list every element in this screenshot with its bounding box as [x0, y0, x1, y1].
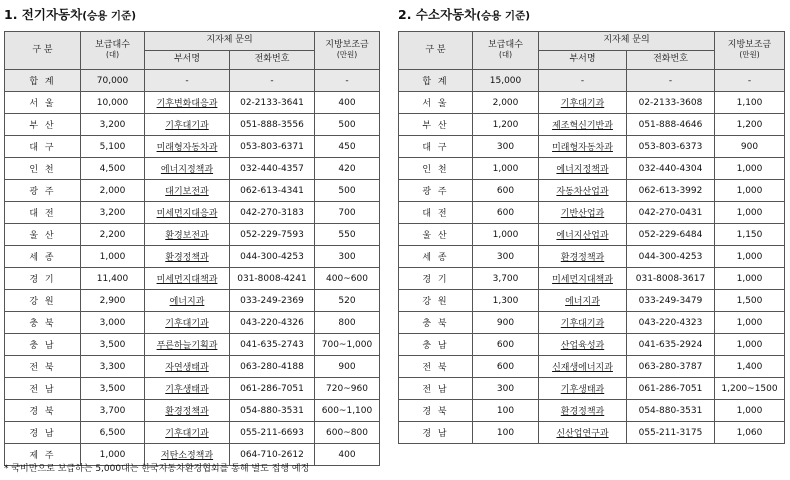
table-row — [399, 158, 785, 180]
cell-region: 부 산 — [399, 114, 473, 136]
dept-name: 자연생태과 — [165, 363, 209, 373]
cell-region: 경 남 — [399, 422, 473, 444]
cell-phone: 054-880-3531 — [627, 400, 715, 422]
dept-name: 미래형자동차과 — [552, 143, 613, 153]
cell-subsidy: 700~1,000 — [315, 334, 380, 356]
header-supply-label: 보급대수 — [488, 40, 523, 51]
dept-name: 환경정책과 — [560, 253, 605, 263]
dept-name: 에너지산업과 — [556, 231, 609, 241]
table-row — [5, 180, 380, 202]
cell-subsidy: 1,000 — [715, 180, 785, 202]
cell-phone: 041-635-2743 — [230, 334, 315, 356]
electric-vehicle-table — [4, 31, 380, 466]
table-row — [399, 334, 785, 356]
header-phone: 전화번호 — [230, 51, 315, 70]
cell-phone: 053-803-6371 — [230, 136, 315, 158]
cell-region: 합 계 — [399, 70, 473, 92]
cell-dept — [145, 290, 230, 312]
cell-subsidy: 1,000 — [715, 334, 785, 356]
cell-dept — [145, 356, 230, 378]
cell-supply: 600 — [473, 202, 539, 224]
cell-dept — [539, 290, 627, 312]
table-row — [399, 378, 785, 400]
dept-name: 환경정책과 — [165, 407, 209, 417]
cell-supply: 1,000 — [81, 246, 145, 268]
cell-region: 인 천 — [399, 158, 473, 180]
table-row — [5, 378, 380, 400]
cell-dept — [539, 268, 627, 290]
table-row — [5, 202, 380, 224]
cell-supply: 1,000 — [473, 158, 539, 180]
cell-supply: 3,200 — [81, 114, 145, 136]
cell-region: 전 북 — [5, 356, 81, 378]
cell-phone: 041-635-2924 — [627, 334, 715, 356]
dept-name: 기후생태과 — [560, 385, 605, 395]
cell-phone: 053-803-6373 — [627, 136, 715, 158]
cell-supply: 6,500 — [81, 422, 145, 444]
cell-region: 경 북 — [5, 400, 81, 422]
cell-subsidy: 1,000 — [715, 246, 785, 268]
cell-subsidy: 720~960 — [315, 378, 380, 400]
cell-region: 경 기 — [5, 268, 81, 290]
cell-phone: 032-440-4357 — [230, 158, 315, 180]
cell-dept — [145, 312, 230, 334]
cell-dept — [539, 422, 627, 444]
cell-phone: 051-888-4646 — [627, 114, 715, 136]
dept-name: 환경정책과 — [165, 253, 209, 263]
cell-supply: 600 — [473, 356, 539, 378]
table-row — [5, 312, 380, 334]
table-row — [399, 114, 785, 136]
cell-dept — [145, 400, 230, 422]
electric-subtitle: (승용 기준) — [82, 10, 137, 22]
dept-name: 미세먼지대책과 — [156, 275, 218, 285]
cell-subsidy: 600~1,100 — [315, 400, 380, 422]
header-phone: 전화번호 — [627, 51, 715, 70]
header-supply-unit: (대) — [498, 50, 513, 60]
header-inquiry: 지자체 문의 — [539, 32, 715, 51]
cell-phone: 063-280-4188 — [230, 356, 315, 378]
dept-name: 기후대기과 — [165, 319, 209, 329]
header-subsidy — [315, 32, 380, 70]
cell-subsidy: 900 — [715, 136, 785, 158]
cell-supply: 3,700 — [81, 400, 145, 422]
cell-dept — [539, 136, 627, 158]
cell-supply: 4,500 — [81, 158, 145, 180]
table-row — [399, 422, 785, 444]
dept-name: 에너지과 — [565, 297, 600, 307]
cell-phone: 033-249-3479 — [627, 290, 715, 312]
dept-name: 에너지과 — [169, 297, 205, 307]
table-row — [5, 334, 380, 356]
cell-subsidy: 500 — [315, 114, 380, 136]
cell-phone: 032-440-4304 — [627, 158, 715, 180]
cell-subsidy: 400 — [315, 444, 380, 466]
cell-supply: 3,500 — [81, 378, 145, 400]
cell-phone: 02-2133-3608 — [627, 92, 715, 114]
table-row — [399, 268, 785, 290]
cell-region: 전 남 — [5, 378, 81, 400]
cell-dept — [539, 312, 627, 334]
dept-name: 미세먼지대책과 — [552, 275, 613, 285]
cell-dept — [145, 202, 230, 224]
header-region: 구 분 — [399, 32, 473, 70]
header-subsidy-unit: (만원) — [336, 50, 358, 60]
cell-phone: 043-220-4326 — [230, 312, 315, 334]
table-row — [5, 246, 380, 268]
cell-phone: 055-211-3175 — [627, 422, 715, 444]
cell-phone: 062-613-4341 — [230, 180, 315, 202]
cell-phone: - — [230, 70, 315, 92]
cell-phone: 042-270-0431 — [627, 202, 715, 224]
cell-dept — [539, 114, 627, 136]
cell-subsidy: 1,000 — [715, 312, 785, 334]
table-row — [399, 180, 785, 202]
cell-dept — [539, 356, 627, 378]
cell-dept: - — [539, 70, 627, 92]
dept-name: 에너지정책과 — [160, 165, 214, 175]
cell-dept — [145, 114, 230, 136]
cell-subsidy: 420 — [315, 158, 380, 180]
cell-subsidy: - — [715, 70, 785, 92]
dept-name: 신산업연구과 — [556, 429, 609, 439]
electric-title: 1. 전기자동차 — [4, 7, 83, 22]
dept-name: 기후변화대응과 — [156, 99, 218, 109]
cell-subsidy: 1,000 — [715, 400, 785, 422]
cell-phone: 055-211-6693 — [230, 422, 315, 444]
cell-subsidy: 400~600 — [315, 268, 380, 290]
cell-region: 충 남 — [5, 334, 81, 356]
header-subsidy-label: 지방보조금 — [727, 40, 772, 51]
cell-subsidy: 600~800 — [315, 422, 380, 444]
cell-subsidy: 1,000 — [715, 158, 785, 180]
cell-region: 강 원 — [5, 290, 81, 312]
electric-section-title — [4, 5, 136, 23]
cell-supply: 600 — [473, 180, 539, 202]
cell-phone: 062-613-3992 — [627, 180, 715, 202]
table-row — [5, 356, 380, 378]
header-supply-label: 보급대수 — [95, 40, 130, 51]
cell-dept — [539, 334, 627, 356]
cell-subsidy: 1,500 — [715, 290, 785, 312]
header-subsidy-unit: (만원) — [739, 50, 760, 60]
header-supply — [473, 32, 539, 70]
cell-dept — [145, 334, 230, 356]
table-row — [5, 422, 380, 444]
cell-region: 대 구 — [5, 136, 81, 158]
cell-phone: 061-286-7051 — [230, 378, 315, 400]
cell-phone: 042-270-3183 — [230, 202, 315, 224]
cell-dept — [539, 378, 627, 400]
header-region: 구 분 — [5, 32, 81, 70]
cell-dept — [539, 202, 627, 224]
table-row — [5, 136, 380, 158]
hydrogen-table-body — [399, 70, 785, 444]
cell-dept — [539, 158, 627, 180]
cell-region: 인 천 — [5, 158, 81, 180]
cell-region: 강 원 — [399, 290, 473, 312]
header-supply — [81, 32, 145, 70]
cell-supply: 100 — [473, 400, 539, 422]
cell-dept — [145, 224, 230, 246]
cell-phone: - — [627, 70, 715, 92]
cell-supply: 300 — [473, 378, 539, 400]
dept-name: 환경보전과 — [165, 231, 209, 241]
cell-supply: 3,000 — [81, 312, 145, 334]
table-row — [5, 92, 380, 114]
dept-name: 에너지정책과 — [556, 165, 609, 175]
cell-supply: 600 — [473, 334, 539, 356]
cell-phone: 031-8008-3617 — [627, 268, 715, 290]
cell-phone: 02-2133-3641 — [230, 92, 315, 114]
cell-region: 제 주 — [5, 444, 81, 466]
cell-region: 합 계 — [5, 70, 81, 92]
table-row — [399, 92, 785, 114]
cell-subsidy: 300 — [315, 246, 380, 268]
header-subsidy — [715, 32, 785, 70]
cell-dept — [145, 92, 230, 114]
cell-dept — [539, 180, 627, 202]
table-row — [399, 202, 785, 224]
header-subsidy-label: 지방보조금 — [325, 40, 369, 51]
cell-subsidy: 1,200 — [715, 114, 785, 136]
cell-phone: 052-229-7593 — [230, 224, 315, 246]
cell-supply: 3,500 — [81, 334, 145, 356]
cell-region: 대 전 — [399, 202, 473, 224]
header-dept: 부서명 — [145, 51, 230, 70]
hydrogen-subtitle: (승용 기준) — [476, 10, 531, 22]
cell-supply: 2,000 — [81, 180, 145, 202]
cell-dept — [145, 378, 230, 400]
table-row — [399, 246, 785, 268]
cell-subsidy: 1,200~1500 — [715, 378, 785, 400]
table-row — [5, 114, 380, 136]
cell-supply: 300 — [473, 246, 539, 268]
cell-supply: 11,400 — [81, 268, 145, 290]
dept-name: 기반산업과 — [560, 209, 605, 219]
cell-dept — [539, 92, 627, 114]
cell-subsidy: 800 — [315, 312, 380, 334]
dept-name: 미래형자동차과 — [156, 143, 218, 153]
cell-phone: 051-888-3556 — [230, 114, 315, 136]
cell-supply: 70,000 — [81, 70, 145, 92]
cell-subsidy: 1,150 — [715, 224, 785, 246]
cell-phone: 043-220-4323 — [627, 312, 715, 334]
hydrogen-vehicle-table — [398, 31, 785, 444]
cell-supply: 300 — [473, 136, 539, 158]
table-row — [5, 268, 380, 290]
cell-region: 세 종 — [5, 246, 81, 268]
cell-supply: 10,000 — [81, 92, 145, 114]
dept-name: 산업육성과 — [560, 341, 605, 351]
cell-dept — [145, 180, 230, 202]
cell-supply: 900 — [473, 312, 539, 334]
dept-name: 제조혁신기반과 — [552, 121, 613, 131]
cell-region: 울 산 — [5, 224, 81, 246]
cell-subsidy: 1,000 — [715, 268, 785, 290]
cell-phone: 064-710-2612 — [230, 444, 315, 466]
dept-name: 기후대기과 — [165, 429, 209, 439]
cell-region: 경 기 — [399, 268, 473, 290]
cell-supply: 1,300 — [473, 290, 539, 312]
cell-dept: - — [145, 70, 230, 92]
cell-subsidy: 520 — [315, 290, 380, 312]
cell-region: 전 남 — [399, 378, 473, 400]
cell-supply: 100 — [473, 422, 539, 444]
dept-name: 저탄소정책과 — [160, 451, 214, 461]
cell-subsidy: 400 — [315, 92, 380, 114]
dept-name: 기후대기과 — [165, 121, 209, 131]
table-row — [399, 356, 785, 378]
cell-region: 경 남 — [5, 422, 81, 444]
electric-table-body — [5, 70, 380, 466]
cell-subsidy: 1,060 — [715, 422, 785, 444]
dept-name: 미세먼지대응과 — [156, 209, 218, 219]
table-row — [5, 70, 380, 92]
cell-region: 충 남 — [399, 334, 473, 356]
cell-phone: 033-249-2369 — [230, 290, 315, 312]
cell-dept — [145, 158, 230, 180]
cell-phone: 063-280-3787 — [627, 356, 715, 378]
cell-region: 광 주 — [5, 180, 81, 202]
cell-supply: 2,200 — [81, 224, 145, 246]
cell-region: 전 북 — [399, 356, 473, 378]
cell-supply: 2,000 — [473, 92, 539, 114]
cell-dept — [145, 422, 230, 444]
dept-name: 자동차산업과 — [556, 187, 609, 197]
cell-phone: 052-229-6484 — [627, 224, 715, 246]
cell-supply: 1,000 — [473, 224, 539, 246]
cell-subsidy: 1,400 — [715, 356, 785, 378]
cell-subsidy: - — [315, 70, 380, 92]
dept-name: 기후대기과 — [560, 319, 605, 329]
cell-supply: 15,000 — [473, 70, 539, 92]
dept-name: 기후생태과 — [165, 385, 209, 395]
dept-name: 환경정책과 — [560, 407, 605, 417]
cell-supply: 3,700 — [473, 268, 539, 290]
cell-subsidy: 1,100 — [715, 92, 785, 114]
table-row — [399, 400, 785, 422]
cell-phone: 061-286-7051 — [627, 378, 715, 400]
table-row — [399, 290, 785, 312]
cell-subsidy: 1,000 — [715, 202, 785, 224]
cell-region: 광 주 — [399, 180, 473, 202]
table-row — [399, 136, 785, 158]
cell-supply: 1,200 — [473, 114, 539, 136]
cell-dept — [145, 246, 230, 268]
hydrogen-section-title — [398, 5, 530, 23]
cell-subsidy: 550 — [315, 224, 380, 246]
cell-phone: 044-300-4253 — [627, 246, 715, 268]
table-row — [5, 290, 380, 312]
dept-name: 푸른하늘기획과 — [156, 341, 218, 351]
cell-supply: 3,200 — [81, 202, 145, 224]
cell-region: 충 북 — [399, 312, 473, 334]
dept-name: 대기보전과 — [165, 187, 209, 197]
cell-subsidy: 450 — [315, 136, 380, 158]
dept-name: 기후대기과 — [560, 99, 605, 109]
table-row — [5, 224, 380, 246]
cell-subsidy: 900 — [315, 356, 380, 378]
table-row — [399, 70, 785, 92]
table-row — [399, 312, 785, 334]
table-row — [5, 400, 380, 422]
cell-dept — [539, 224, 627, 246]
cell-region: 서 울 — [5, 92, 81, 114]
cell-region: 세 종 — [399, 246, 473, 268]
cell-region: 울 산 — [399, 224, 473, 246]
cell-region: 충 북 — [5, 312, 81, 334]
cell-region: 부 산 — [5, 114, 81, 136]
cell-phone: 031-8008-4241 — [230, 268, 315, 290]
header-supply-unit: (대) — [105, 50, 120, 60]
cell-supply: 2,900 — [81, 290, 145, 312]
table-row — [5, 158, 380, 180]
cell-subsidy: 500 — [315, 180, 380, 202]
cell-region: 서 울 — [399, 92, 473, 114]
hydrogen-title: 2. 수소자동차 — [398, 7, 477, 22]
table-row — [399, 224, 785, 246]
cell-dept — [145, 136, 230, 158]
header-dept: 부서명 — [539, 51, 627, 70]
dept-name: 신재생에너지과 — [552, 363, 613, 373]
electric-footnote: * 국비만으로 보급하는 5,000대는 한국자동차환경협회를 통해 별도 집행 예정 — [4, 464, 310, 474]
cell-supply: 1,000 — [81, 444, 145, 466]
cell-phone: 054-880-3531 — [230, 400, 315, 422]
cell-dept — [145, 268, 230, 290]
header-inquiry: 지자체 문의 — [145, 32, 315, 51]
cell-region: 대 구 — [399, 136, 473, 158]
cell-region: 대 전 — [5, 202, 81, 224]
cell-subsidy: 700 — [315, 202, 380, 224]
cell-dept — [539, 246, 627, 268]
cell-supply: 3,300 — [81, 356, 145, 378]
cell-dept — [539, 400, 627, 422]
cell-region: 경 북 — [399, 400, 473, 422]
cell-supply: 5,100 — [81, 136, 145, 158]
cell-phone: 044-300-4253 — [230, 246, 315, 268]
